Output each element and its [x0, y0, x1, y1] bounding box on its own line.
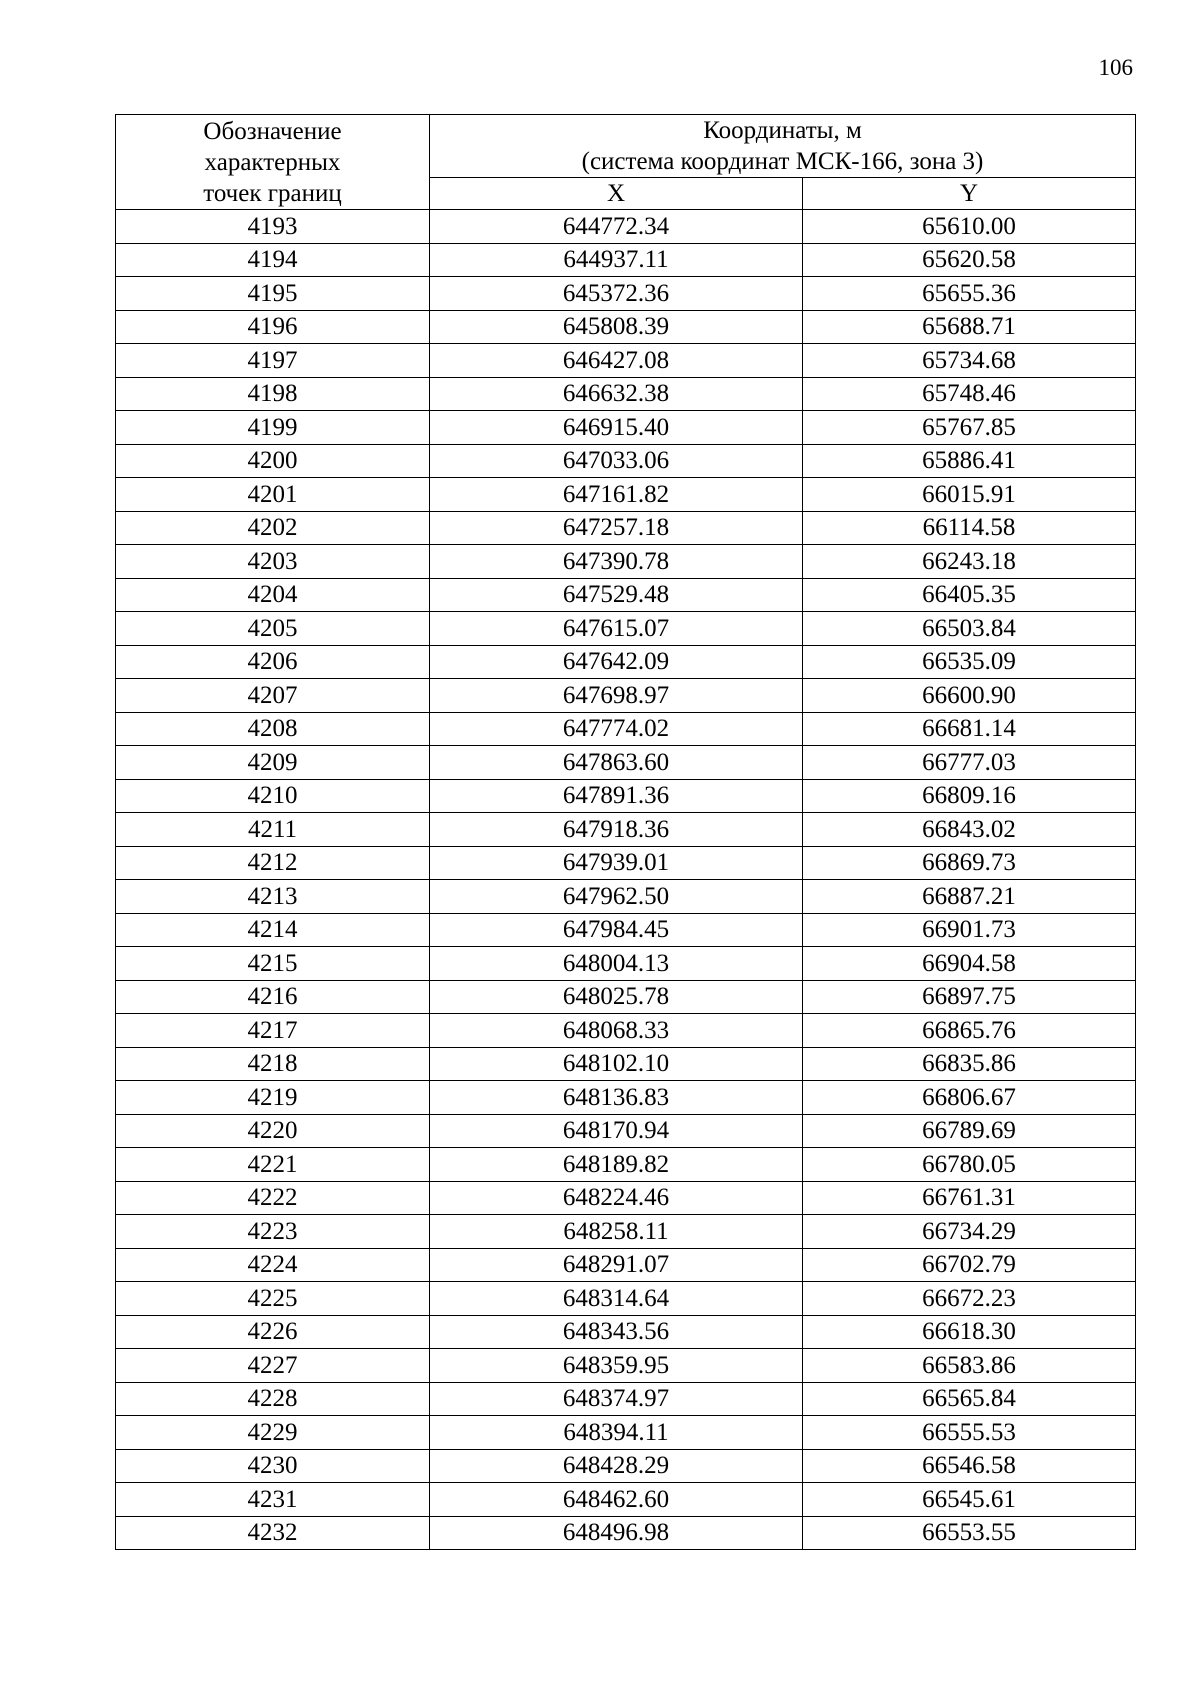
point-id-cell: 4211	[116, 813, 430, 847]
point-id-cell: 4207	[116, 679, 430, 713]
x-coordinate-cell: 647984.45	[430, 913, 803, 947]
point-id-cell: 4202	[116, 511, 430, 545]
x-coordinate-cell: 647698.97	[430, 679, 803, 713]
table-body	[116, 210, 1136, 1550]
y-coordinate-cell: 66789.69	[803, 1114, 1136, 1148]
table-row	[116, 779, 1136, 813]
x-coordinate-cell: 644937.11	[430, 243, 803, 277]
y-coordinate-cell: 66809.16	[803, 779, 1136, 813]
table-row	[116, 1047, 1136, 1081]
table-row	[116, 612, 1136, 646]
y-coordinate-cell: 66553.55	[803, 1516, 1136, 1550]
x-coordinate-cell: 648189.82	[430, 1148, 803, 1182]
point-id-cell: 4200	[116, 444, 430, 478]
x-coordinate-cell: 648224.46	[430, 1181, 803, 1215]
y-coordinate-cell: 66835.86	[803, 1047, 1136, 1081]
y-coordinate-cell: 66734.29	[803, 1215, 1136, 1249]
point-id-cell: 4197	[116, 344, 430, 378]
point-id-cell: 4201	[116, 478, 430, 512]
y-coordinate-cell: 66897.75	[803, 980, 1136, 1014]
x-coordinate-cell: 648136.83	[430, 1081, 803, 1115]
x-coordinate-cell: 647529.48	[430, 578, 803, 612]
table-row	[116, 210, 1136, 244]
table-row	[116, 310, 1136, 344]
point-id-cell: 4205	[116, 612, 430, 646]
x-coordinate-cell: 647033.06	[430, 444, 803, 478]
y-coordinate-cell: 65748.46	[803, 377, 1136, 411]
x-coordinate-cell: 648102.10	[430, 1047, 803, 1081]
table-row	[116, 1516, 1136, 1550]
table-row	[116, 411, 1136, 445]
x-coordinate-cell: 644772.34	[430, 210, 803, 244]
table-row	[116, 444, 1136, 478]
y-coordinate-cell: 65655.36	[803, 277, 1136, 311]
y-coordinate-cell: 66015.91	[803, 478, 1136, 512]
table-row	[116, 1215, 1136, 1249]
point-id-cell: 4214	[116, 913, 430, 947]
table-row	[116, 243, 1136, 277]
y-coordinate-cell: 66583.86	[803, 1349, 1136, 1383]
point-id-cell: 4231	[116, 1483, 430, 1517]
table-row	[116, 1148, 1136, 1182]
x-coordinate-cell: 648258.11	[430, 1215, 803, 1249]
table-header	[116, 115, 1136, 210]
point-id-cell: 4194	[116, 243, 430, 277]
point-id-cell: 4224	[116, 1248, 430, 1282]
y-coordinate-cell: 66865.76	[803, 1014, 1136, 1048]
y-coordinate-cell: 66887.21	[803, 880, 1136, 914]
y-coordinate-cell: 66702.79	[803, 1248, 1136, 1282]
y-coordinate-cell: 65610.00	[803, 210, 1136, 244]
point-id-cell: 4212	[116, 846, 430, 880]
x-coordinate-cell: 646915.40	[430, 411, 803, 445]
point-id-cell: 4216	[116, 980, 430, 1014]
x-coordinate-cell: 647774.02	[430, 712, 803, 746]
point-id-cell: 4193	[116, 210, 430, 244]
x-coordinate-cell: 647390.78	[430, 545, 803, 579]
x-coordinate-cell: 648068.33	[430, 1014, 803, 1048]
x-coordinate-cell: 648394.11	[430, 1416, 803, 1450]
point-id-cell: 4229	[116, 1416, 430, 1450]
coordinates-header-line-1: Координаты, м	[703, 117, 862, 144]
x-coordinate-cell: 647891.36	[430, 779, 803, 813]
y-coordinate-cell: 66555.53	[803, 1416, 1136, 1450]
designation-header	[116, 115, 430, 210]
point-id-cell: 4204	[116, 578, 430, 612]
y-coordinate-cell: 66672.23	[803, 1282, 1136, 1316]
table-row	[116, 679, 1136, 713]
page-number: 106	[1098, 55, 1133, 80]
x-coordinate-cell: 647615.07	[430, 612, 803, 646]
y-coordinate-cell: 66243.18	[803, 545, 1136, 579]
y-coordinate-cell: 66843.02	[803, 813, 1136, 847]
table-row	[116, 511, 1136, 545]
point-id-cell: 4210	[116, 779, 430, 813]
point-id-cell: 4228	[116, 1382, 430, 1416]
y-coordinate-cell: 66806.67	[803, 1081, 1136, 1115]
point-id-cell: 4215	[116, 947, 430, 981]
x-coordinate-cell: 646632.38	[430, 377, 803, 411]
point-id-cell: 4220	[116, 1114, 430, 1148]
table-row	[116, 1282, 1136, 1316]
x-column-header: X	[430, 178, 803, 210]
x-coordinate-cell: 647257.18	[430, 511, 803, 545]
y-coordinate-cell: 66780.05	[803, 1148, 1136, 1182]
x-coordinate-cell: 647863.60	[430, 746, 803, 780]
x-coordinate-cell: 645372.36	[430, 277, 803, 311]
point-id-cell: 4222	[116, 1181, 430, 1215]
x-coordinate-cell: 648496.98	[430, 1516, 803, 1550]
y-coordinate-cell: 66904.58	[803, 947, 1136, 981]
y-coordinate-cell: 65767.85	[803, 411, 1136, 445]
table-row	[116, 913, 1136, 947]
table-row	[116, 746, 1136, 780]
table-row	[116, 1181, 1136, 1215]
point-id-cell: 4227	[116, 1349, 430, 1383]
y-coordinate-cell: 66681.14	[803, 712, 1136, 746]
x-coordinate-cell: 648343.56	[430, 1315, 803, 1349]
table-row	[116, 1014, 1136, 1048]
point-id-cell: 4221	[116, 1148, 430, 1182]
table-row	[116, 1114, 1136, 1148]
y-coordinate-cell: 66869.73	[803, 846, 1136, 880]
y-coordinate-cell: 65688.71	[803, 310, 1136, 344]
point-id-cell: 4232	[116, 1516, 430, 1550]
point-id-cell: 4195	[116, 277, 430, 311]
table-row	[116, 1416, 1136, 1450]
point-id-cell: 4217	[116, 1014, 430, 1048]
point-id-cell: 4209	[116, 746, 430, 780]
y-coordinate-cell: 66405.35	[803, 578, 1136, 612]
point-id-cell: 4219	[116, 1081, 430, 1115]
table-row	[116, 478, 1136, 512]
point-id-cell: 4208	[116, 712, 430, 746]
table-row	[116, 578, 1136, 612]
y-coordinate-cell: 66565.84	[803, 1382, 1136, 1416]
table-row	[116, 645, 1136, 679]
point-id-cell: 4199	[116, 411, 430, 445]
table-row	[116, 377, 1136, 411]
point-id-cell: 4218	[116, 1047, 430, 1081]
point-id-cell: 4225	[116, 1282, 430, 1316]
designation-header-line-1: Обозначение	[203, 117, 342, 145]
x-coordinate-cell: 647962.50	[430, 880, 803, 914]
point-id-cell: 4196	[116, 310, 430, 344]
x-coordinate-cell: 647161.82	[430, 478, 803, 512]
table-row	[116, 880, 1136, 914]
x-coordinate-cell: 645808.39	[430, 310, 803, 344]
y-coordinate-cell: 66546.58	[803, 1449, 1136, 1483]
point-id-cell: 4203	[116, 545, 430, 579]
table-row	[116, 712, 1136, 746]
x-coordinate-cell: 648291.07	[430, 1248, 803, 1282]
x-coordinate-cell: 648428.29	[430, 1449, 803, 1483]
coordinates-header	[430, 115, 1136, 178]
table-row	[116, 1081, 1136, 1115]
table-row	[116, 846, 1136, 880]
table-row	[116, 1315, 1136, 1349]
x-coordinate-cell: 647642.09	[430, 645, 803, 679]
point-id-cell: 4198	[116, 377, 430, 411]
x-coordinate-cell: 648025.78	[430, 980, 803, 1014]
x-coordinate-cell: 648359.95	[430, 1349, 803, 1383]
y-coordinate-cell: 66114.58	[803, 511, 1136, 545]
table-row	[116, 1382, 1136, 1416]
point-id-cell: 4206	[116, 645, 430, 679]
x-coordinate-cell: 647939.01	[430, 846, 803, 880]
x-coordinate-cell: 647918.36	[430, 813, 803, 847]
table-row	[116, 947, 1136, 981]
designation-header-line-3: точек границ	[203, 179, 342, 207]
x-coordinate-cell: 648314.64	[430, 1282, 803, 1316]
y-coordinate-cell: 66535.09	[803, 645, 1136, 679]
point-id-cell: 4213	[116, 880, 430, 914]
point-id-cell: 4230	[116, 1449, 430, 1483]
y-coordinate-cell: 66600.90	[803, 679, 1136, 713]
y-coordinate-cell: 66761.31	[803, 1181, 1136, 1215]
table-row	[116, 813, 1136, 847]
y-coordinate-cell: 66777.03	[803, 746, 1136, 780]
table-row	[116, 1449, 1136, 1483]
x-coordinate-cell: 648170.94	[430, 1114, 803, 1148]
table-row	[116, 545, 1136, 579]
point-id-cell: 4226	[116, 1315, 430, 1349]
y-coordinate-cell: 65886.41	[803, 444, 1136, 478]
table-row	[116, 1349, 1136, 1383]
y-coordinate-cell: 66618.30	[803, 1315, 1136, 1349]
y-coordinate-cell: 66545.61	[803, 1483, 1136, 1517]
y-coordinate-cell: 65734.68	[803, 344, 1136, 378]
table-row	[116, 980, 1136, 1014]
y-coordinate-cell: 66503.84	[803, 612, 1136, 646]
table-row	[116, 1483, 1136, 1517]
y-coordinate-cell: 65620.58	[803, 243, 1136, 277]
x-coordinate-cell: 648004.13	[430, 947, 803, 981]
point-id-cell: 4223	[116, 1215, 430, 1249]
table-row	[116, 344, 1136, 378]
coordinates-header-line-2: (система координат МСК-166, зона 3)	[581, 148, 984, 175]
x-coordinate-cell: 648374.97	[430, 1382, 803, 1416]
designation-header-line-2: характерных	[204, 148, 341, 176]
y-coordinate-cell: 66901.73	[803, 913, 1136, 947]
y-column-header: Y	[803, 178, 1136, 210]
x-coordinate-cell: 646427.08	[430, 344, 803, 378]
x-coordinate-cell: 648462.60	[430, 1483, 803, 1517]
coordinates-table	[115, 114, 1136, 1550]
table-row	[116, 1248, 1136, 1282]
table-row	[116, 277, 1136, 311]
